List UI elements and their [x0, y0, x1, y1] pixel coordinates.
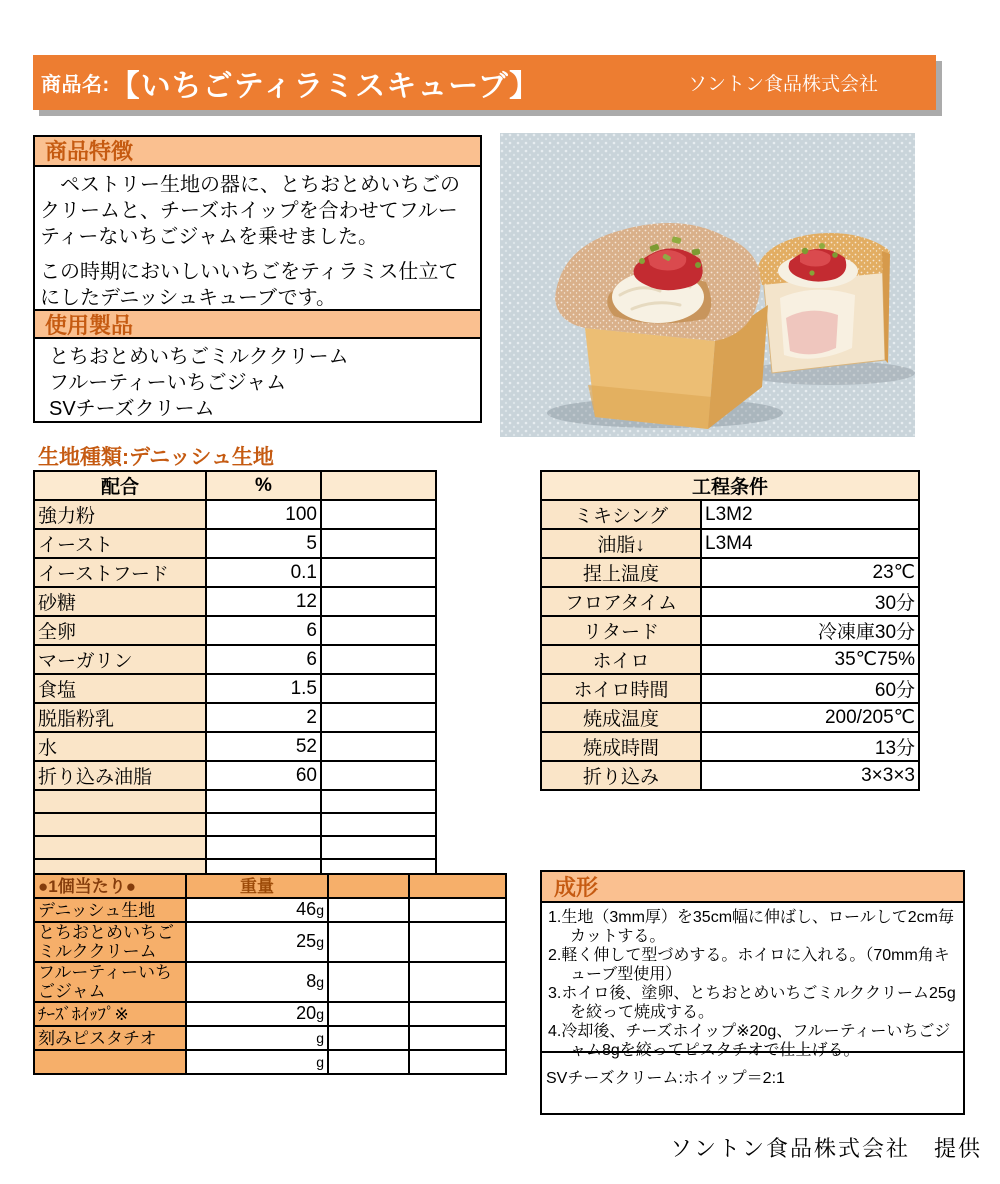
table-row-empty	[34, 813, 436, 836]
formulation-header-blank	[321, 471, 436, 500]
process-title: 工程条件	[541, 471, 919, 500]
table-row: ﾁｰｽﾞﾎｲｯﾌﾟ※ 20g	[34, 1002, 506, 1026]
forming-step-1: 1.生地（3mm厚）を35cm幅に伸ばし、ロールして2cm毎カットする。	[548, 909, 954, 945]
forming-steps	[542, 903, 963, 1059]
product-info-box	[33, 135, 482, 423]
product-name-label: 商品名:	[41, 74, 110, 96]
forming-step-3: 3.ホイロ後、塗卵、とちおとめいちごミルククリーム25gを絞って焼成する。	[548, 985, 956, 1021]
table-row: フロアタイム 30分	[541, 587, 919, 616]
formulation-header-row	[34, 471, 436, 500]
table-row: 強力粉 100	[34, 500, 436, 529]
product-name: 【いちごティラミスキューブ】	[109, 69, 541, 103]
company-name: ソントン食品株式会社	[687, 74, 878, 95]
table-row: 水 52	[34, 732, 436, 761]
table-row: フルーティーいちごジャム 8g	[34, 962, 506, 1002]
product-photo-illustration	[500, 133, 915, 437]
table-row: g	[34, 1050, 506, 1074]
dough-type: 生地種類:デニッシュ生地	[38, 446, 274, 469]
forming-step-2: 2.軽く伸して型づめする。ホイロに入れる。（70mm角キューブ型使用）	[548, 947, 950, 983]
per-piece-title: ●1個当たり●	[34, 874, 186, 898]
forming-box	[540, 870, 965, 1115]
table-row: 折り込み油脂 60	[34, 761, 436, 790]
sv-cheese-note: SVチーズクリーム:ホイップ＝2:1	[542, 1051, 963, 1113]
used-product-item-2: フルーティーいちごジャム	[49, 372, 287, 394]
table-row: ミキシング L3M2	[541, 500, 919, 529]
per-piece-header-row	[34, 874, 506, 898]
table-row-empty	[34, 790, 436, 813]
table-row: 刻みピスタチオ g	[34, 1026, 506, 1050]
table-row-empty	[34, 836, 436, 859]
table-row: とちおとめいちごミルククリーム 25g	[34, 922, 506, 962]
features-heading: 商品特徴	[35, 137, 480, 167]
table-row: リタード 冷凍庫30分	[541, 616, 919, 645]
table-row: ホイロ 35℃75%	[541, 645, 919, 674]
forming-step-4: 4.冷却後、チーズホイップ※20g、フルーティーいちごジャム8gを絞ってピスタチオで仕上げる。	[548, 1023, 951, 1059]
table-row: 折り込み 3×3×3	[541, 761, 919, 790]
used-product-item-3: SVチーズクリーム	[49, 398, 215, 420]
per-piece-weight-header: 重量	[186, 874, 328, 898]
used-product-item-1: とちおとめいちごミルククリーム	[49, 346, 349, 368]
features-paragraph-2: この時期においしいいちごをティラミス仕立てにしたデニッシュキューブです。	[40, 261, 459, 309]
formulation-header-percent: %	[206, 471, 321, 500]
table-row: デニッシュ生地 46g	[34, 898, 506, 922]
title-bar	[33, 55, 936, 110]
per-piece-table	[33, 873, 507, 1075]
table-row: 脱脂粉乳 2	[34, 703, 436, 732]
table-row: ホイロ時間 60分	[541, 674, 919, 703]
features-body	[35, 167, 480, 309]
formulation-table	[33, 470, 437, 883]
table-row: 食塩 1.5	[34, 674, 436, 703]
table-row: 砂糖 12	[34, 587, 436, 616]
process-title-row	[541, 471, 919, 500]
table-row: マーガリン 6	[34, 645, 436, 674]
features-paragraph-1: ペストリー生地の器に、とちおとめいちごのクリームと、チーズホイップを合わせてフルーティーないちごジャムを乗せました。	[40, 174, 460, 248]
table-row: イーストフード 0.1	[34, 558, 436, 587]
table-row: 全卵 6	[34, 616, 436, 645]
used-products-body	[35, 339, 480, 421]
used-products-heading: 使用製品	[35, 309, 480, 339]
process-table	[540, 470, 920, 791]
table-row: 焼成時間 13分	[541, 732, 919, 761]
table-row: 油脂↓ L3M4	[541, 529, 919, 558]
forming-heading: 成形	[542, 872, 963, 903]
footer-credit: ソントン食品株式会社 提供	[669, 1136, 982, 1161]
product-photo	[500, 133, 915, 437]
table-row: 焼成温度 200/205℃	[541, 703, 919, 732]
formulation-header-label: 配合	[34, 471, 206, 500]
table-row: 捏上温度 23℃	[541, 558, 919, 587]
table-row: イースト 5	[34, 529, 436, 558]
